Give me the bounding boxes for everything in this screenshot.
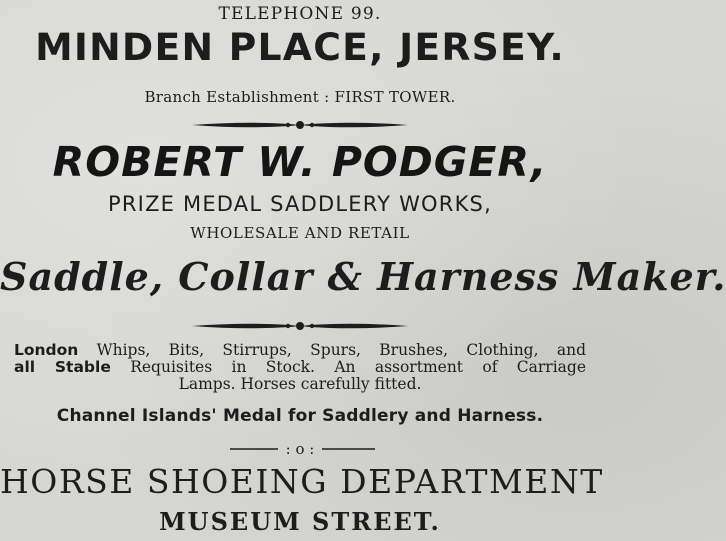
- goods-line-3: Lamps. Horses carefully fitted.: [178, 375, 422, 393]
- ornamental-divider-top: [190, 117, 410, 133]
- goods-paragraph: [14, 342, 586, 393]
- separator-rule: [200, 439, 400, 459]
- goods-line-2: [14, 359, 586, 376]
- proprietor-name: ROBERT W. PODGER,: [52, 138, 548, 186]
- wholesale-retail: WHOLESALE AND RETAIL: [190, 224, 410, 242]
- branch-establishment: Branch Establishment : FIRST TOWER.: [144, 88, 456, 106]
- street-address: MUSEUM STREET.: [159, 507, 441, 536]
- goods-line-1-lead: London: [14, 341, 79, 359]
- telephone-number: TELEPHONE 99.: [218, 4, 382, 24]
- goods-line-2-lead: all Stable: [14, 358, 111, 376]
- location-heading: MINDEN PLACE, JERSEY.: [35, 26, 565, 69]
- department-heading: HORSE SHOEING DEPARTMENT: [0, 462, 604, 501]
- goods-line-1-text: Whips, Bits, Stirrups, Spurs, Brushes, Clothing, and: [96, 341, 586, 359]
- separator-mark: : o :: [285, 440, 315, 458]
- goods-line-2-text: Requisites in Stock. An assortment of Carriage: [130, 358, 586, 376]
- goods-line-1: [14, 342, 586, 359]
- ornamental-divider-middle: [190, 318, 410, 334]
- medal-note: Channel Islands' Medal for Saddlery and Harness.: [56, 406, 544, 426]
- trade-title: Saddle, Collar & Harness Maker.: [0, 254, 726, 299]
- works-title: PRIZE MEDAL SADDLERY WORKS,: [108, 192, 492, 216]
